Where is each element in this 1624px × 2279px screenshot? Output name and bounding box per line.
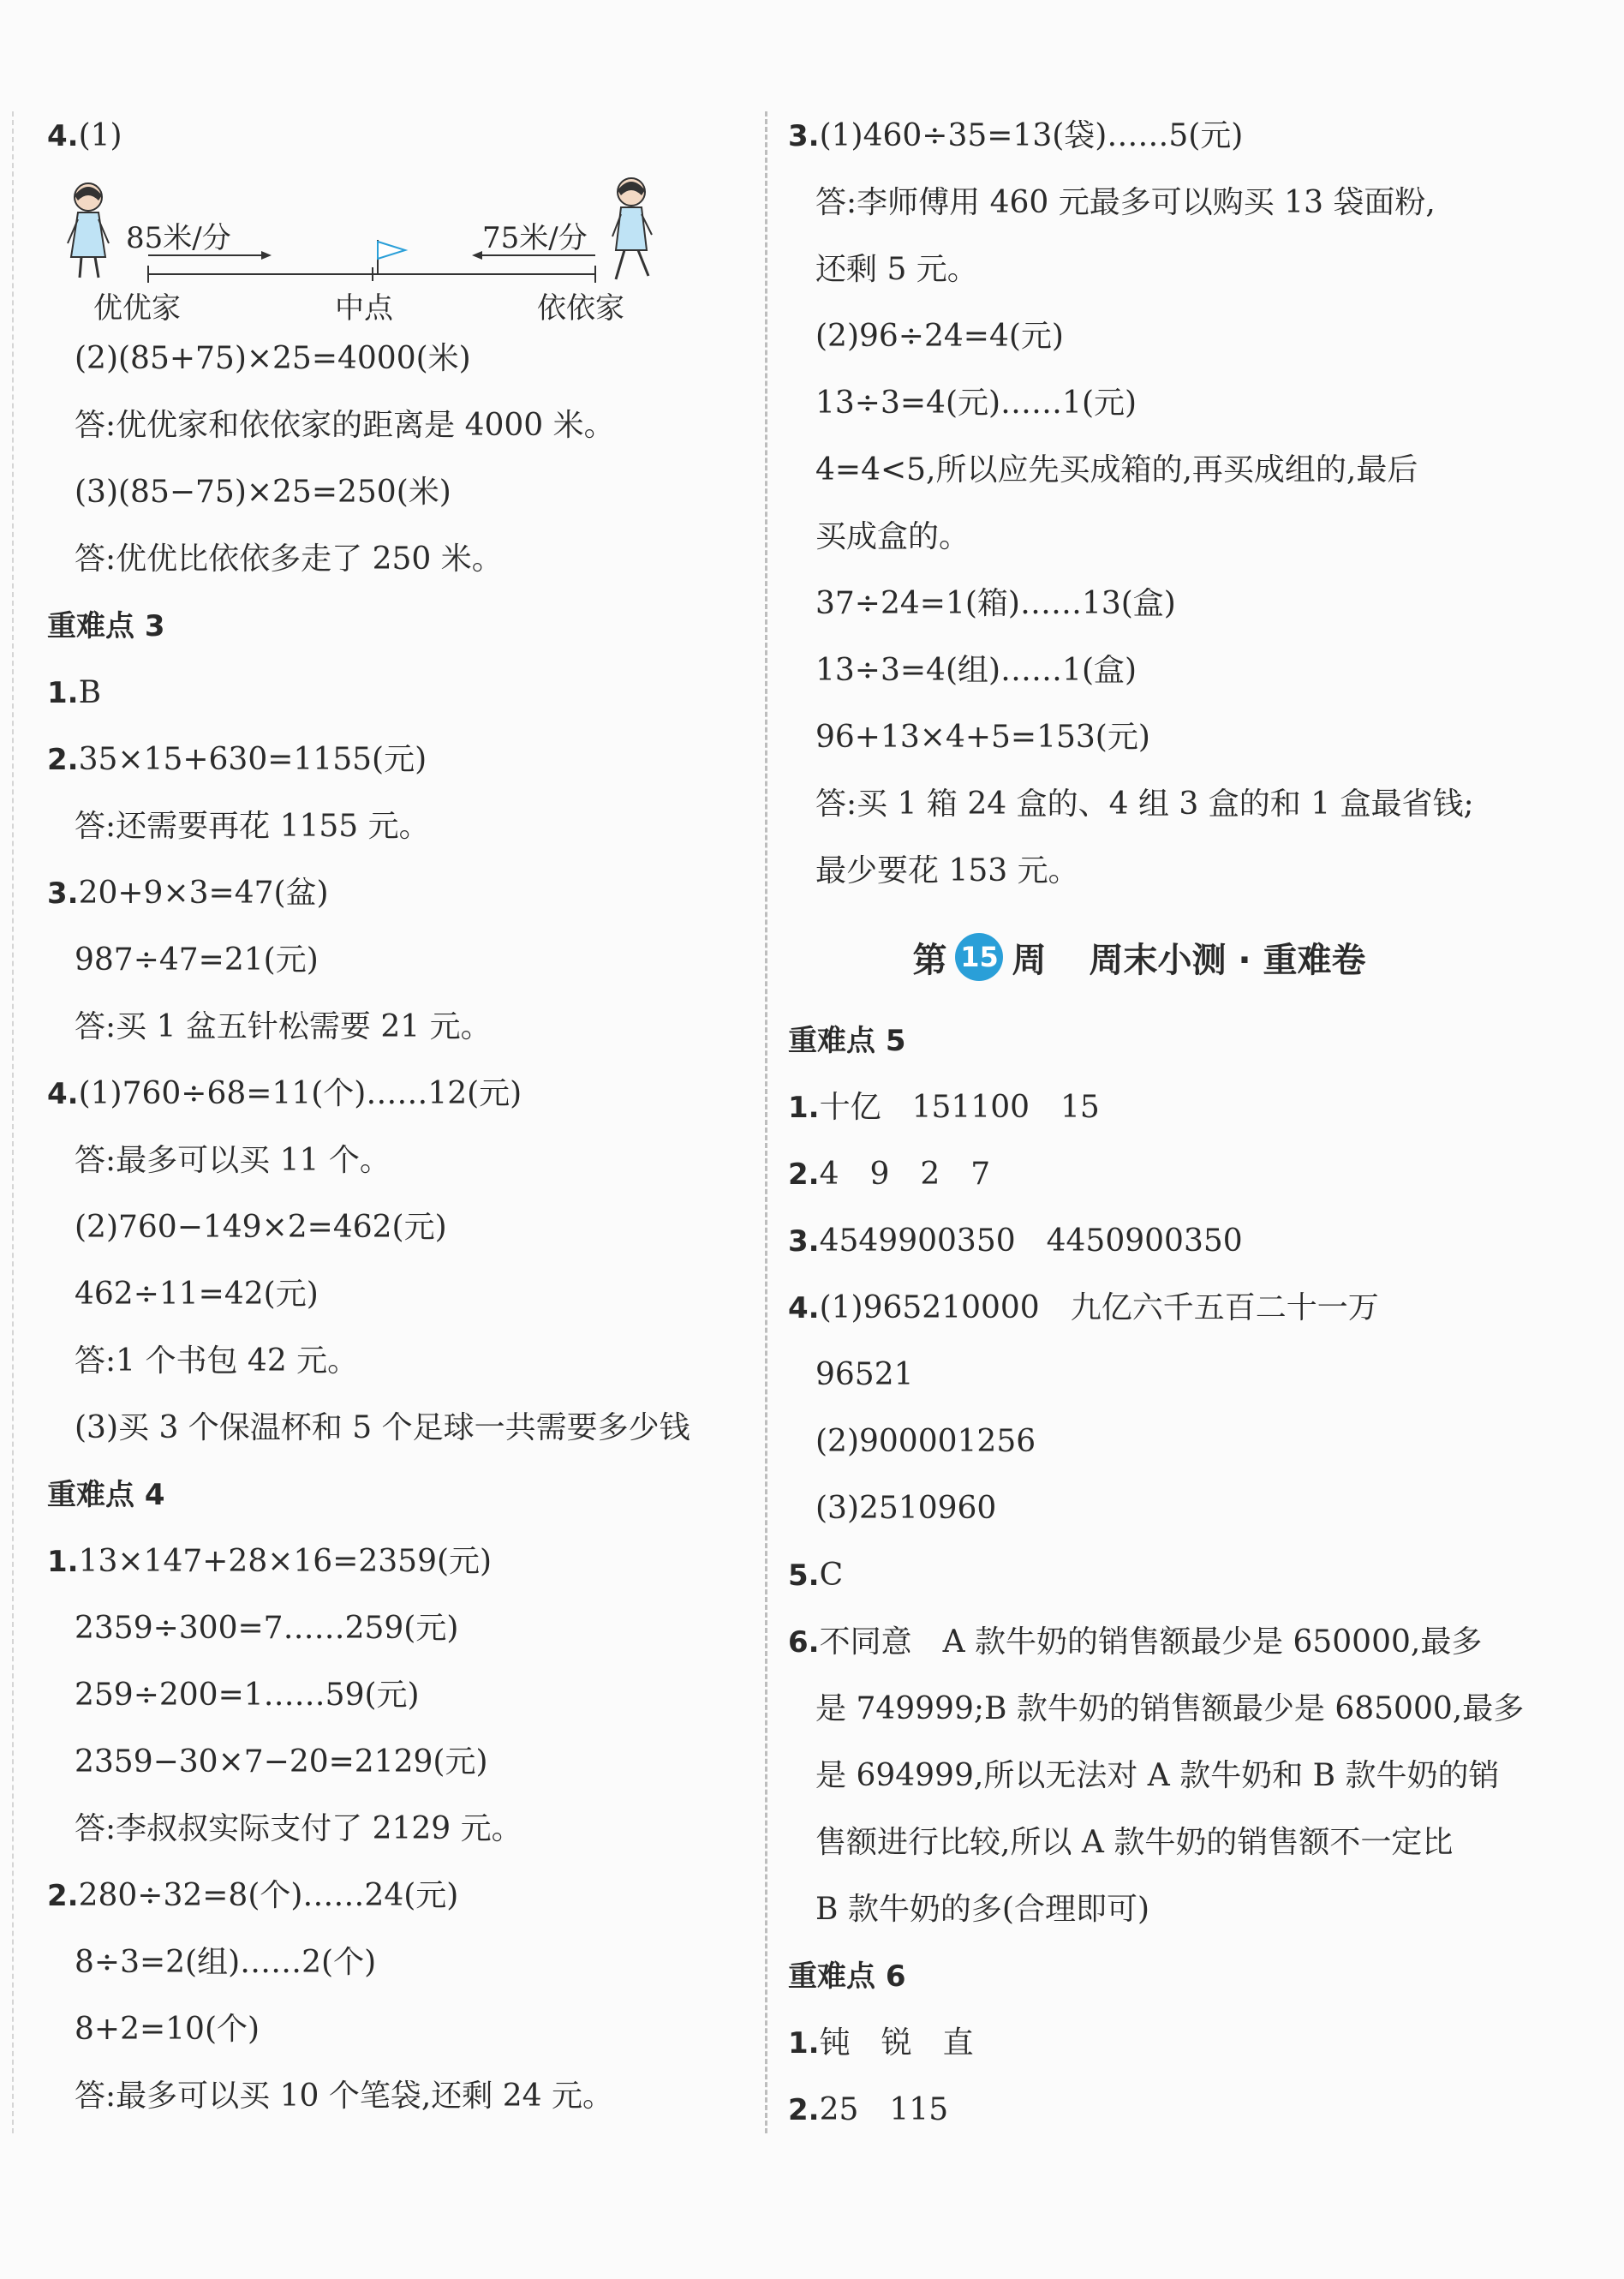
answer-line: 售额进行比较,所以 A 款牛奶的销售额不一定比 xyxy=(815,1825,1454,1860)
answer-text: 不同意 A 款牛奶的销售额最少是 650000,最多 xyxy=(819,1624,1483,1660)
answer-line: 2359−30×7−20=2129(元) xyxy=(75,1744,488,1780)
midpoint-label: 中点 xyxy=(335,291,393,326)
answer-line: 答:最多可以买 10 个笔袋,还剩 24 元。 xyxy=(75,2079,613,2114)
answer-line: 259÷200=1……59(元) xyxy=(75,1678,420,1713)
answer-line: 是 749999;B 款牛奶的销售额最少是 685000,最多 xyxy=(815,1691,1525,1726)
week-number-badge: 15 xyxy=(955,933,1003,981)
answer-line: B 款牛奶的多(合理即可) xyxy=(815,1892,1149,1927)
answer-text: (1)760÷68=11(个)……12(元) xyxy=(78,1076,522,1111)
section-heading: 重难点 4 xyxy=(47,1478,165,1512)
answer-line: 462÷11=42(元) xyxy=(75,1277,319,1312)
week-prefix: 第 xyxy=(912,940,947,980)
answer-text: 钝 锐 直 xyxy=(819,2025,974,2061)
section-heading: 重难点 3 xyxy=(47,609,165,643)
question-number: 3. xyxy=(47,876,79,911)
answer-2 xyxy=(788,2077,1490,2144)
answer-line: 答:优优家和依依家的距离是 4000 米。 xyxy=(75,408,615,443)
answer-text: 280÷32=8(个)……24(元) xyxy=(78,1878,459,1913)
girl-right-figure xyxy=(612,178,652,279)
answer-text: 25 115 xyxy=(819,2092,949,2127)
answer-text: 13×147+28×16=2359(元) xyxy=(78,1544,493,1579)
answer-line: 2359÷300=7……259(元) xyxy=(75,1611,459,1646)
answer-line: (2)(85+75)×25=4000(米) xyxy=(75,341,471,376)
answer-3 xyxy=(788,1208,1490,1275)
answer-line: 答:1 个书包 42 元。 xyxy=(75,1343,359,1379)
question-number: 3. xyxy=(788,1224,820,1259)
answer-line: 37÷24=1(箱)……13(盒) xyxy=(815,586,1176,621)
answer-2 xyxy=(47,1863,749,1929)
answer-line: 答:优优比依依多走了 250 米。 xyxy=(75,541,503,577)
answer-line: 还剩 5 元。 xyxy=(815,252,978,287)
answer-line: 13÷3=4(元)……1(元) xyxy=(815,386,1137,421)
answer-4 xyxy=(788,1275,1490,1342)
home-right-label: 依依家 xyxy=(537,291,624,326)
answer-1 xyxy=(47,1528,749,1595)
answer-text: C xyxy=(819,1558,844,1593)
section-heading: 重难点 5 xyxy=(788,1024,906,1058)
question-number: 2. xyxy=(788,2093,820,2127)
answer-text: 4549900350 4450900350 xyxy=(819,1223,1243,1259)
question-number: 2. xyxy=(788,1157,820,1192)
answer-text: 4 9 2 7 xyxy=(819,1157,991,1192)
question-number: 1. xyxy=(47,676,79,710)
right-column xyxy=(788,103,1525,2144)
answer-text: 十亿 151100 15 xyxy=(819,1090,1100,1125)
answer-line: 8÷3=2(组)……2(个) xyxy=(75,1945,377,1980)
question-number: 1. xyxy=(788,1091,820,1125)
question-number: 2. xyxy=(47,1879,79,1913)
answer-line: 答:买 1 盆五针松需要 21 元。 xyxy=(75,1009,492,1044)
answer-line: (3)买 3 个保温杯和 5 个足球一共需要多少钱 xyxy=(75,1410,690,1445)
answer-2 xyxy=(788,1141,1490,1208)
binding-margin-line xyxy=(12,111,14,2133)
week-title xyxy=(788,910,1490,1004)
answer-line: 4=4<5,所以应先买成箱的,再买成组的,最后 xyxy=(815,452,1418,488)
left-column xyxy=(47,103,749,2130)
answer-line: 96+13×4+5=153(元) xyxy=(815,720,1150,755)
answer-1 xyxy=(788,2010,1490,2077)
speed-left-label: 85米/分 xyxy=(126,221,231,255)
question-number: 4. xyxy=(47,119,79,153)
section-heading: 重难点 6 xyxy=(788,1959,906,1994)
question-number: 1. xyxy=(47,1545,79,1579)
answer-2 xyxy=(47,727,749,793)
walking-diagram xyxy=(47,173,698,326)
answer-text: (1) xyxy=(78,118,122,153)
answer-line: 答:最多可以买 11 个。 xyxy=(75,1143,391,1178)
week-suffix: 周 xyxy=(1012,940,1047,980)
question-number: 3. xyxy=(788,119,820,153)
speed-right-label: 75米/分 xyxy=(482,221,588,255)
answer-text: 20+9×3=47(盆) xyxy=(78,876,329,911)
midpoint-flag-icon xyxy=(378,240,405,274)
answer-line: (2)96÷24=4(元) xyxy=(815,319,1064,354)
answer-line: (2)760−149×2=462(元) xyxy=(75,1210,447,1245)
answer-4 xyxy=(47,1061,749,1128)
answer-line: 13÷3=4(组)……1(盒) xyxy=(815,653,1137,688)
question-number: 5. xyxy=(788,1558,820,1593)
answer-text: (1)965210000 九亿六千五百二十一万 xyxy=(819,1290,1379,1325)
answer-1 xyxy=(788,1074,1490,1141)
answer-line: 最少要花 153 元。 xyxy=(815,853,1079,888)
answer-text: 35×15+630=1155(元) xyxy=(78,742,427,777)
answer-line: 8+2=10(个) xyxy=(75,2012,260,2047)
answer-line: 是 694999,所以无法对 A 款牛奶和 B 款牛奶的销 xyxy=(815,1758,1500,1793)
answer-line: 答:还需要再花 1155 元。 xyxy=(75,809,430,844)
answer-line: 987÷47=21(元) xyxy=(75,942,319,978)
answer-text: B xyxy=(78,675,102,710)
girl-left-figure xyxy=(68,183,109,278)
answer-line: (3)(85−75)×25=250(米) xyxy=(75,475,451,510)
answer-line: 答:买 1 箱 24 盒的、4 组 3 盒的和 1 盒最省钱; xyxy=(815,787,1474,822)
answer-line: 答:李师傅用 460 元最多可以购买 13 袋面粉, xyxy=(815,185,1436,220)
question-number: 4. xyxy=(788,1291,820,1325)
answer-line: (2)900001256 xyxy=(815,1424,1036,1459)
question-number: 6. xyxy=(788,1625,820,1660)
question-number: 1. xyxy=(788,2026,820,2061)
home-left-label: 优优家 xyxy=(93,291,181,326)
answer-line: 买成盒的。 xyxy=(815,519,970,554)
answer-3 xyxy=(47,860,749,927)
answer-4-part-1 xyxy=(47,103,749,170)
column-divider xyxy=(765,111,767,2133)
question-number: 4. xyxy=(47,1077,79,1111)
answer-3 xyxy=(788,103,1490,170)
week-title-text: 周末小测 · 重难卷 xyxy=(1089,940,1366,980)
answer-6 xyxy=(788,1609,1490,1676)
answer-line: 答:李叔叔实际支付了 2129 元。 xyxy=(75,1811,522,1846)
answer-line: 96521 xyxy=(815,1357,914,1392)
answer-1 xyxy=(47,660,749,727)
answer-5 xyxy=(788,1542,1490,1609)
answer-line: (3)2510960 xyxy=(815,1491,997,1526)
answer-text: (1)460÷35=13(袋)……5(元) xyxy=(819,118,1244,153)
question-number: 2. xyxy=(47,743,79,777)
